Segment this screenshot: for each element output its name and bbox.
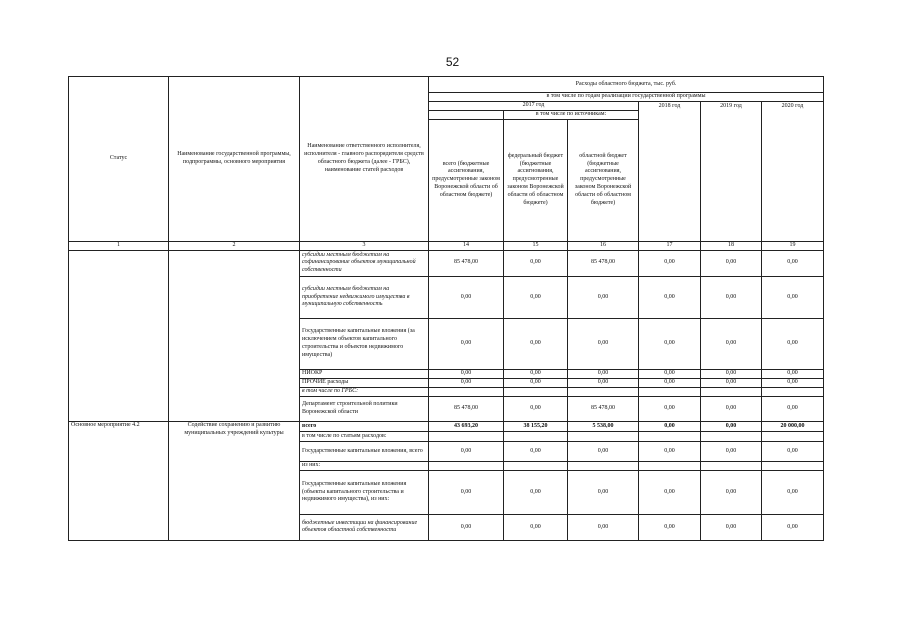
value-cell: 0,00: [568, 378, 639, 387]
row-label: Государственные капитальные вложения, всего: [300, 441, 429, 461]
value-cell: 0,00: [701, 369, 762, 378]
value-cell: 0,00: [429, 378, 504, 387]
value-cell: 0,00: [639, 369, 701, 378]
value-cell: 0,00: [504, 276, 568, 318]
program-name-cell: Содействие сохранению и развитию муниципальных учреждений культуры: [169, 421, 300, 540]
value-cell: 0,00: [701, 421, 762, 431]
value-cell: 0,00: [762, 514, 824, 540]
value-cell: 0,00: [639, 396, 701, 421]
value-cell: 43 693,20: [429, 421, 504, 431]
value-cell: 0,00: [429, 470, 504, 514]
col-number: 16: [568, 241, 639, 250]
value-cell: 0,00: [568, 276, 639, 318]
value-cell: 0,00: [639, 250, 701, 276]
value-cell: 85 478,00: [429, 396, 504, 421]
value-cell: 0,00: [762, 369, 824, 378]
value-cell: 0,00: [504, 514, 568, 540]
value-cell: 0,00: [701, 514, 762, 540]
row-label: всего: [300, 421, 429, 431]
header-regional-col: областной бюджет (бюджетные ассигнования, предусмотренные законом Воронежской области об областном бюджете): [568, 119, 639, 241]
col-number: 15: [504, 241, 568, 250]
value-cell: 38 155,20: [504, 421, 568, 431]
value-cell: 0,00: [701, 441, 762, 461]
header-year-2020: 2020 год: [762, 101, 824, 241]
value-cell: 0,00: [504, 396, 568, 421]
value-cell: 0,00: [701, 276, 762, 318]
value-cell: 0,00: [639, 514, 701, 540]
row-label: в том числе по статьям расходов:: [300, 431, 429, 441]
value-cell: 0,00: [568, 318, 639, 369]
table-row: [69, 421, 824, 431]
status-cell: Основное мероприятие 4.2: [69, 421, 169, 540]
col-number: 1: [69, 241, 169, 250]
value-cell: 85 478,00: [429, 250, 504, 276]
row-label: Государственные капитальные вложения (объекты капитального строительства и недвижимого имущества), из них:: [300, 470, 429, 514]
value-cell: 85 478,00: [568, 396, 639, 421]
value-cell: 0,00: [429, 369, 504, 378]
header-total-col: всего (бюджетные ассигнования, предусмотренные законом Воронежской области об областном бюджете): [429, 119, 504, 241]
value-cell: 0,00: [762, 396, 824, 421]
value-cell: 0,00: [762, 250, 824, 276]
value-cell: 20 000,00: [762, 421, 824, 431]
value-cell: 0,00: [701, 470, 762, 514]
row-label: ПРОЧИЕ расходы: [300, 378, 429, 387]
value-cell: 0,00: [639, 276, 701, 318]
row-label: из них:: [300, 461, 429, 470]
header-executor: Наименование ответственного исполнителя, исполнителя - главного распорядителя средств областного бюджета (далее - ГРБС), наименование статей расходов: [300, 77, 429, 242]
col-number: 18: [701, 241, 762, 250]
value-cell: 0,00: [639, 470, 701, 514]
value-cell: 0,00: [429, 441, 504, 461]
value-cell: 0,00: [701, 250, 762, 276]
value-cell: 0,00: [762, 378, 824, 387]
value-cell: 0,00: [639, 421, 701, 431]
col-number: 17: [639, 241, 701, 250]
value-cell: 0,00: [568, 470, 639, 514]
row-label: бюджетные инвестиции на финансирование объектов областной собственности: [300, 514, 429, 540]
value-cell: 0,00: [568, 514, 639, 540]
header-year-2018: 2018 год: [639, 101, 701, 241]
value-cell: 0,00: [639, 441, 701, 461]
value-cell: 0,00: [429, 514, 504, 540]
value-cell: 0,00: [639, 318, 701, 369]
page-number: 52: [445, 55, 460, 69]
header-program-name: Наименование государственной программы, подпрограммы, основного мероприятия: [169, 77, 300, 242]
value-cell: 85 478,00: [568, 250, 639, 276]
value-cell: 0,00: [504, 250, 568, 276]
value-cell: 0,00: [504, 441, 568, 461]
row-label: Государственные капитальные вложения (за исключением объектов капитального строительства и объектов недвижимого имущества): [300, 318, 429, 369]
value-cell: 0,00: [701, 378, 762, 387]
value-cell: 0,00: [429, 276, 504, 318]
header-by-years: в том числе по годам реализации государственной программы: [429, 93, 824, 102]
col-number: 3: [300, 241, 429, 250]
value-cell: 0,00: [762, 276, 824, 318]
header-federal-col: федеральный бюджет (бюджетные ассигнования, предусмотренные законом Воронежской области об областном бюджете): [504, 119, 568, 241]
value-cell: 0,00: [504, 378, 568, 387]
value-cell: 0,00: [762, 318, 824, 369]
value-cell: 0,00: [504, 369, 568, 378]
header-expenses-title: Расходы областного бюджета, тыс. руб.: [429, 77, 824, 93]
value-cell: 0,00: [762, 470, 824, 514]
value-cell: 0,00: [568, 441, 639, 461]
header-year-2017: 2017 год: [429, 101, 639, 110]
budget-table: [68, 76, 824, 541]
header-status: Статус: [69, 77, 169, 242]
row-label: в том числе по ГРБС:: [300, 387, 429, 396]
row-label: Департамент строительной политики Воронежской области: [300, 396, 429, 421]
value-cell: 5 538,00: [568, 421, 639, 431]
row-label: субсидии местным бюджетам на приобретение недвижимого имущества в муниципальную собственность: [300, 276, 429, 318]
value-cell: 0,00: [568, 369, 639, 378]
row-label: субсидии местным бюджетам на софинансирование объектов муниципальной собственности: [300, 250, 429, 276]
table-row: [69, 250, 824, 276]
header-by-sources: в том числе по источникам:: [504, 110, 639, 119]
row-label: НИОКР: [300, 369, 429, 378]
value-cell: 0,00: [504, 470, 568, 514]
program-cell-empty: [169, 250, 300, 421]
value-cell: 0,00: [701, 396, 762, 421]
value-cell: 0,00: [762, 441, 824, 461]
col-number: 2: [169, 241, 300, 250]
col-number: 19: [762, 241, 824, 250]
value-cell: 0,00: [429, 318, 504, 369]
value-cell: 0,00: [701, 318, 762, 369]
col-number: 14: [429, 241, 504, 250]
column-numbers-row: [69, 241, 824, 250]
header-year-2019: 2019 год: [701, 101, 762, 241]
value-cell: 0,00: [639, 378, 701, 387]
status-cell-empty: [69, 250, 169, 421]
value-cell: 0,00: [504, 318, 568, 369]
